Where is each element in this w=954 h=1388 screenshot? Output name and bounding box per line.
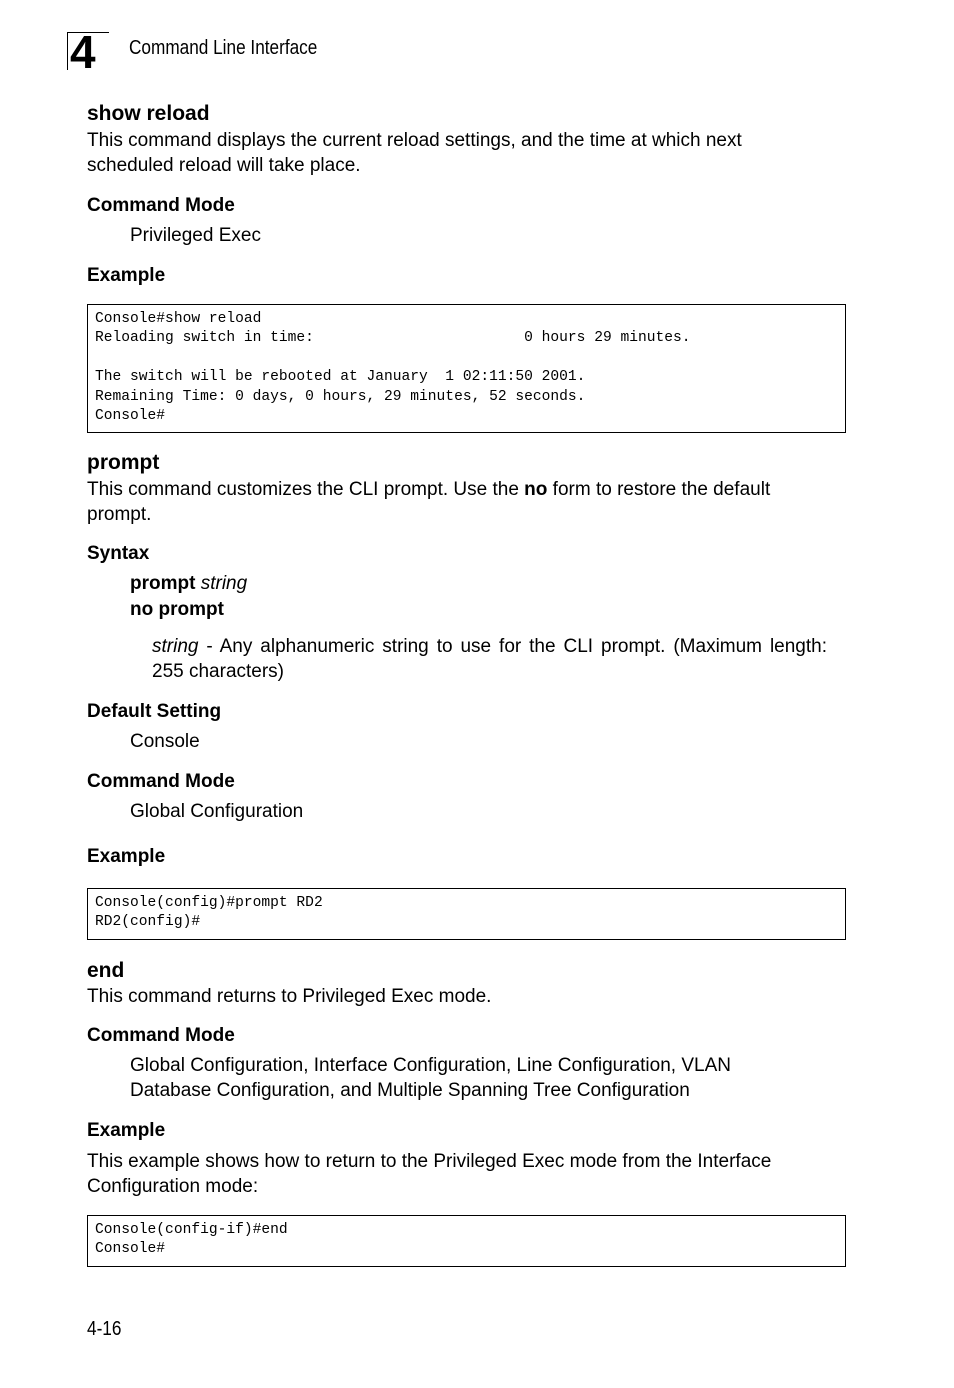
- chapter-box: [67, 26, 109, 78]
- prompt-param-description: [87, 634, 827, 684]
- prompt-mode-heading-wrap: [87, 769, 235, 794]
- end-example-description: This example shows how to return to the Privileged Exec mode from the Interface Configuration mode:: [87, 1151, 772, 1197]
- code-line: Console(config)#prompt RD2: [95, 895, 323, 911]
- page-number: 4-16: [87, 1318, 122, 1340]
- prompt-description-wrap: [87, 477, 837, 527]
- chapter-number: 4: [70, 26, 95, 78]
- prompt-title: prompt: [87, 451, 160, 474]
- code-line: RD2(config)#: [95, 914, 201, 931]
- prompt-example-heading-wrap: [87, 844, 165, 869]
- prompt-mode-heading: Command Mode: [87, 771, 235, 792]
- end-example-heading-wrap: [87, 1118, 165, 1143]
- chapter-title: Command Line Interface: [129, 37, 318, 59]
- prompt-mode: Global Configuration: [130, 801, 304, 822]
- code-line: Console#: [95, 1241, 166, 1258]
- end-code-block: [87, 1215, 846, 1267]
- end-description-wrap: [87, 984, 491, 1009]
- show-reload-mode: Privileged Exec: [130, 225, 261, 246]
- param-desc: - Any alphanumeric string to use for the CLI prompt. (Maximum length: 255 characters): [152, 636, 827, 682]
- show-reload-mode-wrap: [87, 223, 261, 248]
- prompt-desc-part1: This command customizes the CLI prompt. Use the: [87, 479, 525, 500]
- code-line: Console#show reload: [95, 311, 262, 327]
- prompt-description: [87, 477, 837, 527]
- page-header: [67, 26, 367, 78]
- show-reload-example-heading: Example: [87, 265, 166, 286]
- prompt-default-heading: Default Setting: [87, 701, 222, 722]
- code-line: The switch will be rebooted at January 1 02:11:50 2001.: [95, 369, 586, 386]
- end-mode-wrap: [87, 1053, 847, 1103]
- code-line: [95, 349, 838, 368]
- syntax-param: string: [200, 573, 248, 594]
- show-reload-example-heading-wrap: [87, 263, 165, 288]
- end-title-wrap: [87, 957, 124, 985]
- show-reload-code-block: [87, 304, 846, 433]
- code-line: Console#: [95, 408, 166, 425]
- show-reload-mode-heading-wrap: [87, 193, 235, 218]
- prompt-desc-part2: form to restore the default prompt.: [87, 479, 771, 525]
- code-line: Reloading switch in time: 0 hours 29 minutes.: [95, 330, 691, 347]
- end-mode: Global Configuration, Interface Configuration, Line Configuration, VLAN Database Configuration, and Multiple Spanning Tree Configuration: [130, 1055, 731, 1101]
- prompt-title-wrap: [87, 449, 159, 477]
- end-example-desc-wrap: [87, 1149, 837, 1199]
- end-mode-heading-wrap: [87, 1023, 235, 1048]
- prompt-syntax-line2: [87, 597, 224, 622]
- prompt-syntax-line1-wrap: [87, 571, 247, 596]
- end-example-heading: Example: [87, 1120, 166, 1141]
- end-description: This command returns to Privileged Exec mode.: [87, 986, 492, 1007]
- prompt-syntax-line2-wrap: [87, 597, 224, 622]
- end-title: end: [87, 959, 125, 982]
- show-reload-mode-heading: Command Mode: [87, 195, 235, 216]
- prompt-default-wrap: [87, 729, 200, 754]
- prompt-desc-no: no: [524, 479, 548, 500]
- prompt-syntax-heading: Syntax: [87, 543, 150, 564]
- prompt-syntax-line1: [87, 571, 247, 596]
- show-reload-title: show reload: [87, 102, 210, 125]
- end-mode-heading: Command Mode: [87, 1025, 235, 1046]
- prompt-default-heading-wrap: [87, 699, 221, 724]
- code-line: Console(config-if)#end: [95, 1222, 288, 1238]
- param-name: string: [152, 636, 199, 657]
- syntax-keyword: prompt: [130, 573, 196, 594]
- syntax-no-keyword: no prompt: [130, 599, 224, 620]
- prompt-default-value: Console: [130, 731, 200, 752]
- code-line: Remaining Time: 0 days, 0 hours, 29 minutes, 52 seconds.: [95, 388, 586, 405]
- show-reload-description-wrap: [87, 128, 827, 178]
- prompt-example-heading: Example: [87, 846, 166, 867]
- show-reload-description: This command displays the current reload settings, and the time at which next scheduled reload will take place.: [87, 130, 742, 176]
- prompt-code-block: [87, 888, 846, 940]
- prompt-syntax-heading-wrap: [87, 541, 149, 566]
- prompt-mode-wrap: [87, 799, 303, 824]
- prompt-param-wrap: [87, 634, 827, 684]
- show-reload-title-wrap: [87, 100, 210, 128]
